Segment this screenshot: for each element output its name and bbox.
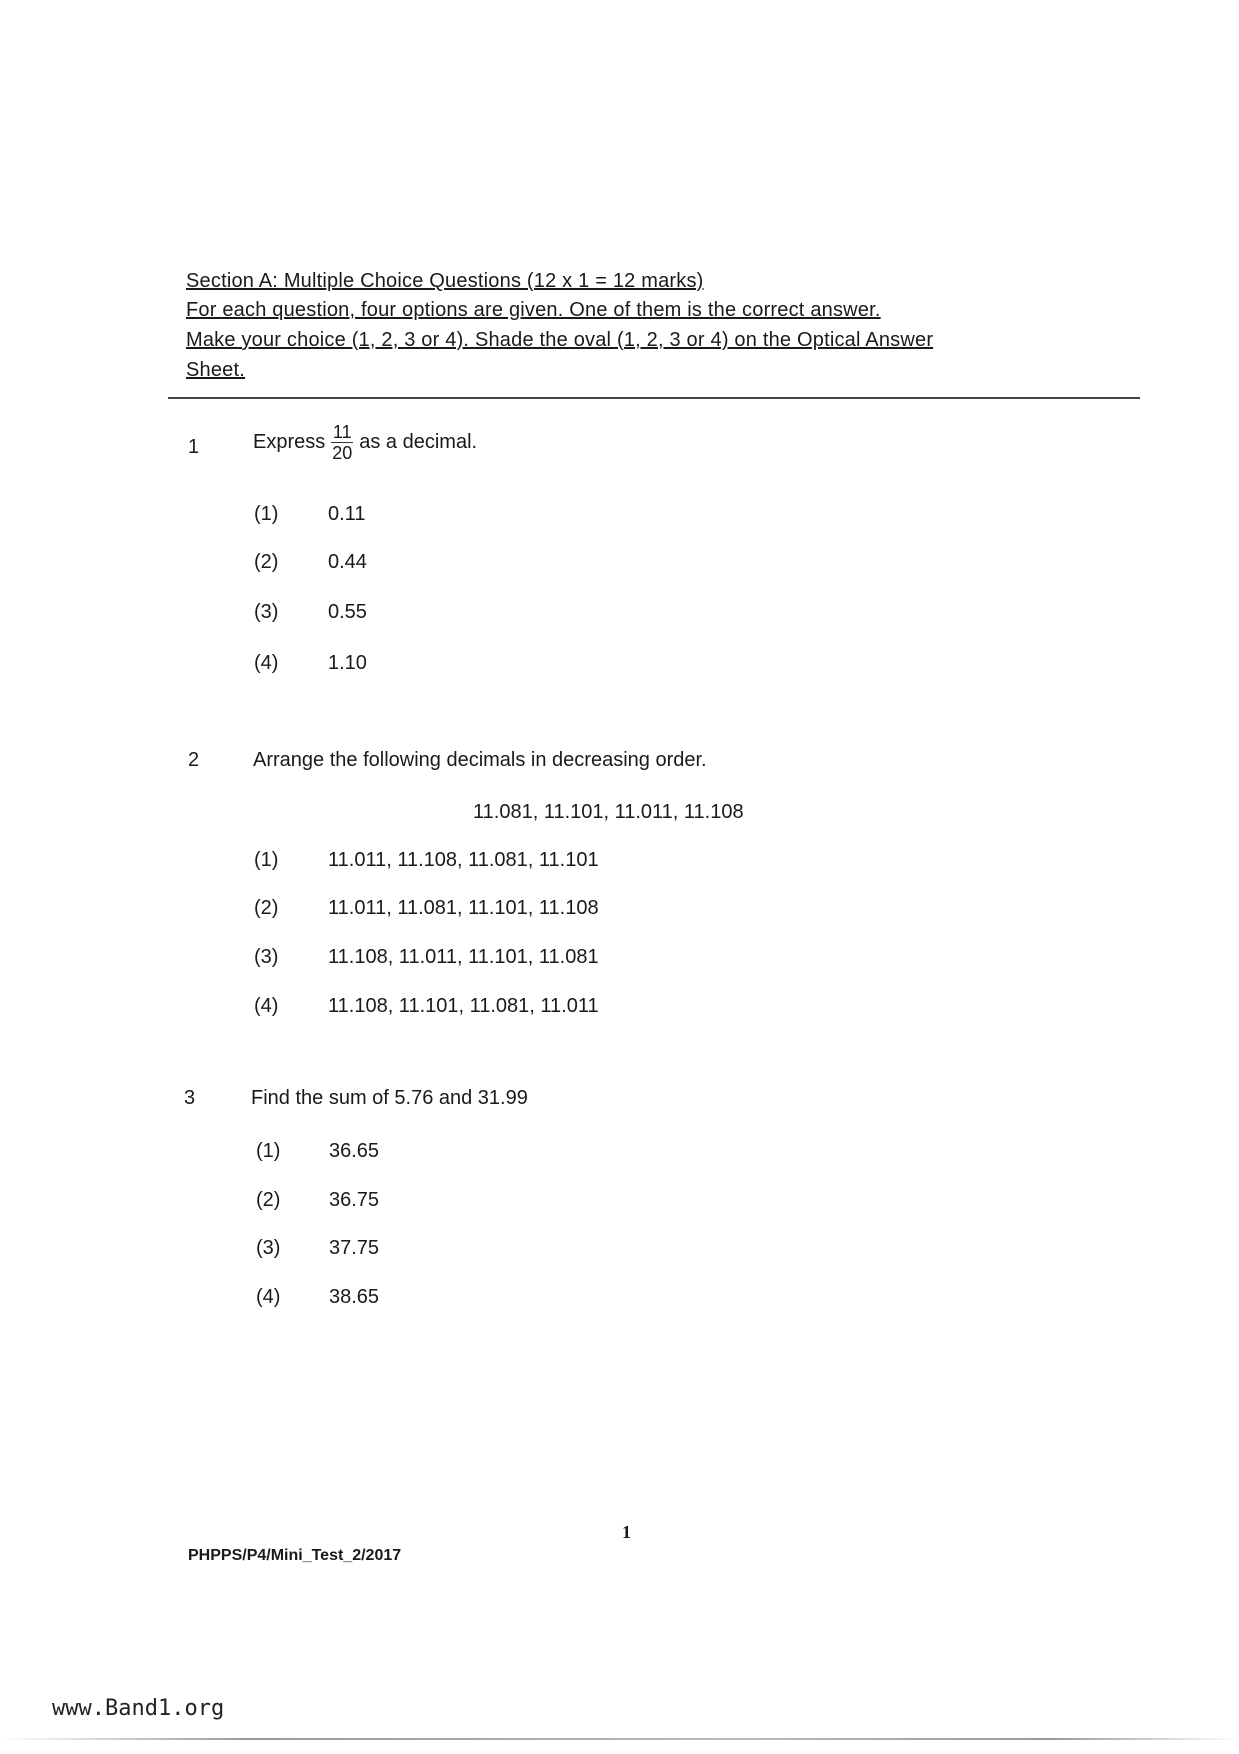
option-label: (3) <box>254 946 279 968</box>
scan-edge-line <box>0 1738 1239 1740</box>
option-label: (4) <box>254 652 279 674</box>
option-label: (1) <box>256 1140 281 1162</box>
option-label: (4) <box>256 1286 281 1308</box>
option-label: (1) <box>254 503 279 525</box>
question-text-before: Express <box>253 431 326 453</box>
option-label: (2) <box>254 551 279 573</box>
option-label: (2) <box>254 897 279 919</box>
option-value: 36.65 <box>329 1140 380 1162</box>
option-value: 11.011, 11.081, 11.101, 11.108 <box>328 897 599 919</box>
instruction-line-3: Sheet. <box>186 359 246 381</box>
option-value: 11.011, 11.108, 11.081, 11.101 <box>328 849 599 871</box>
option-label: (3) <box>254 601 279 623</box>
option-label: (2) <box>256 1189 281 1211</box>
question-text: Arrange the following decimals in decreasing order. <box>253 749 707 771</box>
option-value: 0.44 <box>328 551 367 573</box>
question-text <box>253 422 477 463</box>
question-text-after: as a decimal. <box>359 431 478 453</box>
option-value: 37.75 <box>329 1237 380 1259</box>
decimal-list: 11.081, 11.101, 11.011, 11.108 <box>473 801 744 823</box>
header-divider <box>168 397 1140 399</box>
option-value: 0.11 <box>328 503 366 525</box>
document-code: PHPPS/P4/Mini_Test_2/2017 <box>188 1547 402 1564</box>
option-value: 36.75 <box>329 1189 380 1211</box>
watermark: www.Band1.org <box>52 1696 225 1721</box>
question-text: Find the sum of 5.76 and 31.99 <box>251 1087 528 1109</box>
question-number: 1 <box>188 436 200 458</box>
option-label: (3) <box>256 1237 281 1259</box>
question-number: 3 <box>184 1087 196 1109</box>
fraction-denominator: 20 <box>332 443 353 463</box>
instruction-line-1: For each question, four options are given. One of them is the correct answer. <box>186 299 881 321</box>
option-value: 11.108, 11.101, 11.081, 11.011 <box>328 995 599 1017</box>
fraction <box>331 422 353 463</box>
option-value: 1.10 <box>328 652 367 674</box>
section-title: Section A: Multiple Choice Questions (12 x 1 = 12 marks) <box>186 270 704 292</box>
question-number: 2 <box>188 749 200 771</box>
fraction-numerator: 11 <box>332 422 352 442</box>
option-label: (4) <box>254 995 279 1017</box>
option-value: 0.55 <box>328 601 367 623</box>
option-label: (1) <box>254 849 279 871</box>
option-value: 11.108, 11.011, 11.101, 11.081 <box>328 946 599 968</box>
option-value: 38.65 <box>329 1286 380 1308</box>
instruction-line-2: Make your choice (1, 2, 3 or 4). Shade the oval (1, 2, 3 or 4) on the Optical Answer <box>186 329 934 351</box>
page-number: 1 <box>622 1522 631 1542</box>
